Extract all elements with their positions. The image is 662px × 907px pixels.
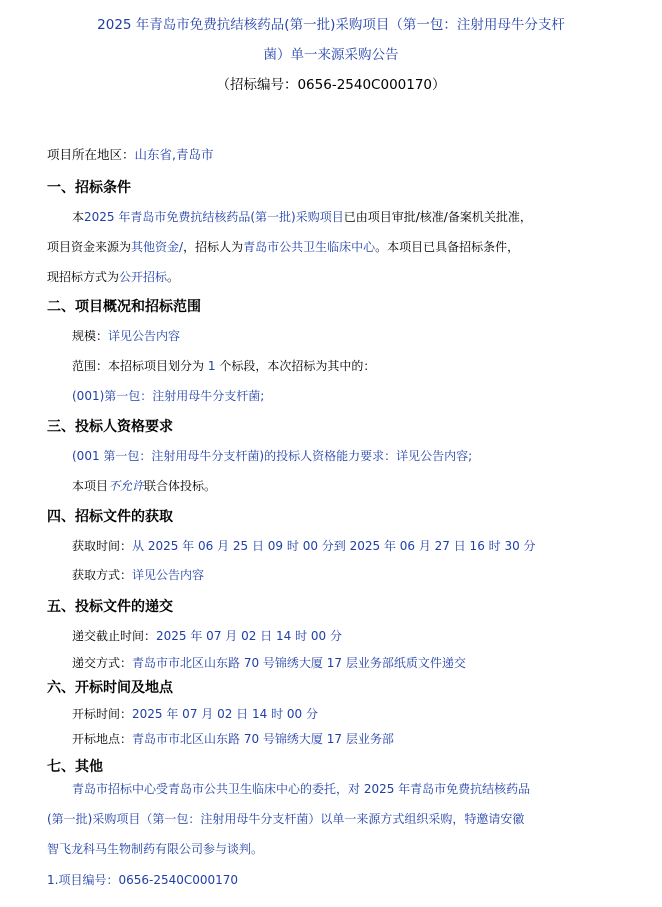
opening-time-row xyxy=(72,705,318,723)
tender-number: （招标编号：0656-2540C000170） xyxy=(216,77,446,93)
opening-time-value: 2025 年 07 月 02 日 14 时 00 分 xyxy=(132,707,318,721)
deadline-value: 2025 年 07 月 02 日 14 时 00 分 xyxy=(156,629,342,643)
opening-place-row xyxy=(72,730,394,748)
tenderer-name: 青岛市公共卫生临床中心 xyxy=(243,240,376,254)
obtain-method-row xyxy=(72,566,204,584)
project-name: 2025 年青岛市免费抗结核药品(第一批)采购项目 xyxy=(84,210,344,224)
other-line-2: (第一批)采购项目（第一包：注射用母牛分支杆菌）以单一来源方式组织采购，特邀请安徽 xyxy=(47,812,525,826)
submit-method-row xyxy=(72,654,466,672)
other-item-1: 1.项目编号：0656-2540C000170 xyxy=(47,873,239,887)
lot-item: (001)第一包：注射用母牛分支杆菌; xyxy=(72,389,265,403)
section-heading-3: 三、投标人资格要求 xyxy=(47,419,173,435)
obtain-method-value: 详见公告内容 xyxy=(132,568,205,582)
s1-text: ，招标人为 xyxy=(183,240,244,254)
section-heading-6: 六、开标时间及地点 xyxy=(47,680,173,696)
other-line-3: 智飞龙科马生物制药有限公司参与谈判。 xyxy=(47,842,264,856)
s1-text: 。本项目已具备招标条件， xyxy=(375,240,520,254)
scale-value: 详见公告内容 xyxy=(108,329,181,343)
qualification-requirement: (001 第一包：注射用母牛分支杆菌)的投标人资格能力要求：详见公告内容; xyxy=(72,449,473,463)
scale-label: 规模： xyxy=(72,329,109,343)
section-heading-1: 一、招标条件 xyxy=(47,180,131,196)
submit-method-label: 递交方式： xyxy=(72,656,133,670)
opening-time-label: 开标时间： xyxy=(72,707,133,721)
s1-text: 。 xyxy=(167,270,180,284)
tender-method: 公开招标 xyxy=(119,270,168,284)
s1-text: 已由项目审批/核准/备案机关批准， xyxy=(343,210,532,224)
consortium-row xyxy=(72,477,216,495)
consortium-value: 不允许 xyxy=(108,479,145,493)
scale-row xyxy=(72,327,180,345)
s1-paragraph-line1 xyxy=(72,208,532,226)
deadline-label: 递交截止时间： xyxy=(72,629,157,643)
other-line-1: 青岛市招标中心受青岛市公共卫生临床中心的委托，对 2025 年青岛市免费抗结核药品 xyxy=(72,782,531,796)
section-heading-2: 二、项目概况和招标范围 xyxy=(47,299,201,315)
deadline-row xyxy=(72,627,342,645)
range-text: 个标段，本次招标为其中的： xyxy=(219,359,376,373)
opening-place-label: 开标地点： xyxy=(72,732,133,746)
range-row xyxy=(72,357,375,375)
section-heading-5: 五、投标文件的递交 xyxy=(47,599,173,615)
s1-paragraph-line2 xyxy=(47,238,519,256)
obtain-time-row xyxy=(72,537,536,555)
section-heading-4: 四、招标文件的获取 xyxy=(47,509,173,525)
region-label: 项目所在地区： xyxy=(47,147,135,162)
obtain-method-label: 获取方式： xyxy=(72,568,133,582)
title-line-1: 2025 年青岛市免费抗结核药品(第一批)采购项目（第一包：注射用母牛分支杆 xyxy=(97,17,565,33)
notice-title xyxy=(0,0,662,100)
obtain-time-value: 从 2025 年 06 月 25 日 09 时 00 分到 2025 年 06 月 27 日 16 时 30 分 xyxy=(132,539,536,553)
fund-source: 其他资金/ xyxy=(131,240,184,254)
lot-count: 1 xyxy=(207,359,216,373)
consortium-text: 本项目 xyxy=(72,479,109,493)
s1-text: 现招标方式为 xyxy=(47,270,120,284)
s1-paragraph-line3 xyxy=(47,268,179,286)
s1-text: 项目资金来源为 xyxy=(47,240,132,254)
section-heading-7: 七、其他 xyxy=(47,759,103,775)
region-value: 山东省,青岛市 xyxy=(134,147,214,162)
range-text: 范围：本招标项目划分为 xyxy=(72,359,205,373)
submit-method-value: 青岛市市北区山东路 70 号锦绣大厦 17 层业务部纸质文件递交 xyxy=(132,656,466,670)
opening-place-value: 青岛市市北区山东路 70 号锦绣大厦 17 层业务部 xyxy=(132,732,394,746)
obtain-time-label: 获取时间： xyxy=(72,539,133,553)
s1-text: 本 xyxy=(72,210,85,224)
project-region xyxy=(47,145,214,163)
title-line-2: 菌）单一来源采购公告 xyxy=(263,47,399,63)
consortium-text: 联合体投标。 xyxy=(144,479,217,493)
